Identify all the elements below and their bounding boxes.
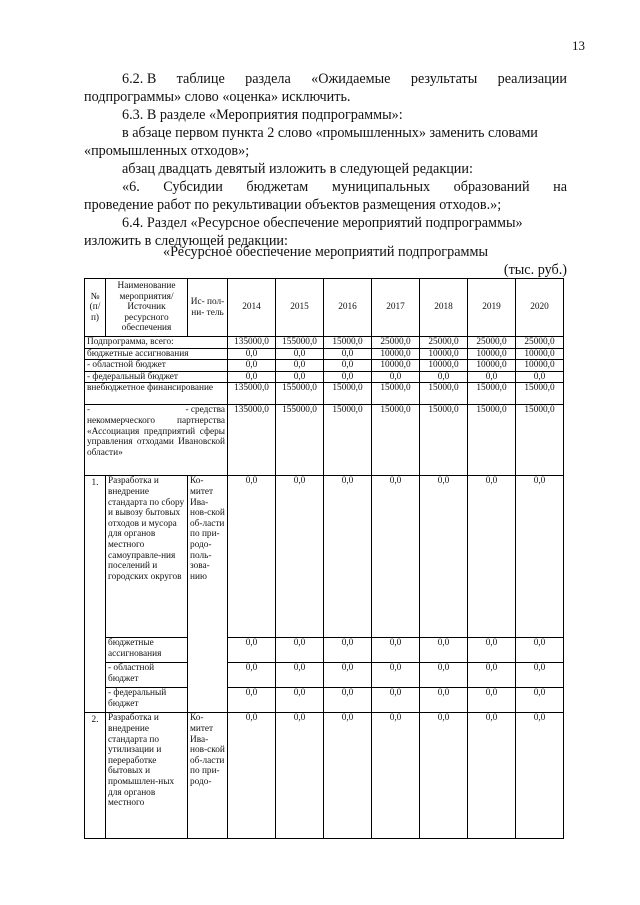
row-label: бюджетные ассигнования <box>106 638 188 663</box>
cell-value: 25000,0 <box>468 337 516 349</box>
cell-value: 15000,0 <box>468 405 516 476</box>
header-row <box>85 279 564 337</box>
header-year: 2016 <box>324 279 372 337</box>
table-row <box>85 383 564 405</box>
cell-value: 15000,0 <box>516 405 564 476</box>
cell-value: 10000,0 <box>516 360 564 372</box>
cell-value: 0,0 <box>420 663 468 688</box>
cell-value: 0,0 <box>516 663 564 688</box>
cell-value: 0,0 <box>324 371 372 383</box>
cell-value: 10000,0 <box>468 348 516 360</box>
cell-value: 0,0 <box>324 360 372 372</box>
cell-value: 0,0 <box>324 638 372 663</box>
resource-table <box>84 278 564 839</box>
cell-value: 0,0 <box>420 688 468 713</box>
row-label: Подпрограмма, всего: <box>85 337 228 349</box>
header-year: 2019 <box>468 279 516 337</box>
quoted-paragraph <box>84 178 567 214</box>
cell-value: 155000,0 <box>276 383 324 405</box>
cell-value: 15000,0 <box>372 405 420 476</box>
cell-value: 25000,0 <box>420 337 468 349</box>
p62-word: реализации <box>497 71 567 87</box>
row-label: внебюджетное финансирование <box>85 383 228 405</box>
table-row <box>85 371 564 383</box>
paragraph-6-3-b: абзац двадцать девятый изложить в следующей редакции: <box>122 161 473 177</box>
cell-value: 10000,0 <box>420 360 468 372</box>
cell-value: 0,0 <box>420 638 468 663</box>
cell-value: 15000,0 <box>324 383 372 405</box>
cell-value: 0,0 <box>276 713 324 839</box>
paragraph-6-3: 6.3. В разделе «Мероприятия подпрограммы»: <box>122 107 403 123</box>
cell-value: 0,0 <box>228 713 276 839</box>
cell-value: 10000,0 <box>372 360 420 372</box>
cell-value: 155000,0 <box>276 405 324 476</box>
paragraph-6-2 <box>84 70 567 106</box>
row-label: - областной бюджет <box>106 663 188 688</box>
cell-value: 0,0 <box>516 371 564 383</box>
row-label: бюджетные ассигнования <box>85 348 228 360</box>
p63a-line1: в абзаце первом пункта 2 слово «промышленных» заменить словами <box>122 125 538 141</box>
cell-value: 0,0 <box>228 360 276 372</box>
p62-word: таблице <box>176 71 225 87</box>
cell-value: 0,0 <box>372 688 420 713</box>
cell-value: 0,0 <box>468 371 516 383</box>
cell-value: 0,0 <box>372 663 420 688</box>
header-year: 2018 <box>420 279 468 337</box>
header-executor: Ис- пол- ни- тель <box>188 279 228 337</box>
cell-value: 0,0 <box>420 371 468 383</box>
cell-value: 135000,0 <box>228 383 276 405</box>
paragraph-6-3-a <box>84 124 567 160</box>
cell-value: 0,0 <box>276 371 324 383</box>
cell-value: 135000,0 <box>228 405 276 476</box>
table-row <box>85 337 564 349</box>
quote-word: муниципальных <box>331 179 431 195</box>
cell-value: 10000,0 <box>372 348 420 360</box>
cell-value: 10000,0 <box>516 348 564 360</box>
cell-value: 0,0 <box>228 688 276 713</box>
quote-word: бюджетам <box>246 179 309 195</box>
row-label: - федеральный бюджет <box>106 688 188 713</box>
cell-value: 0,0 <box>468 688 516 713</box>
cell-value: 25000,0 <box>516 337 564 349</box>
cell-value: 10000,0 <box>420 348 468 360</box>
table-row <box>85 663 564 688</box>
row-label: - областной бюджет <box>85 360 228 372</box>
table-units: (тыс. руб.) <box>503 262 567 278</box>
cell-value: 0,0 <box>276 360 324 372</box>
table-row <box>85 476 564 638</box>
p62-line2: подпрограммы» слово «оценка» исключить. <box>84 89 351 105</box>
item-name: Разработка и внедрение стандарта по сбору и вывозу бытовых отходов и мусора для органов местного самоуправле-ния поселений и городских округов <box>106 476 188 638</box>
cell-value: 0,0 <box>372 638 420 663</box>
page-number: 13 <box>572 38 585 53</box>
quote-word: на <box>553 179 567 195</box>
cell-value: 0,0 <box>276 663 324 688</box>
cell-value: 0,0 <box>516 476 564 638</box>
cell-value: 0,0 <box>516 638 564 663</box>
cell-value: 0,0 <box>420 476 468 638</box>
p64-line1: 6.4. Раздел «Ресурсное обеспечение мероприятий подпрограммы» <box>122 215 523 231</box>
cell-value: 0,0 <box>468 713 516 839</box>
cell-value: 0,0 <box>276 638 324 663</box>
cell-value: 15000,0 <box>468 383 516 405</box>
cell-value: 135000,0 <box>228 337 276 349</box>
item-name: Разработка и внедрение стандарта по утилизации и переработке бытовых и промышлен-ных для органов местного <box>106 713 188 839</box>
cell-value: 0,0 <box>324 663 372 688</box>
cell-value: 15000,0 <box>372 383 420 405</box>
cell-value: 0,0 <box>372 371 420 383</box>
cell-value: 0,0 <box>468 638 516 663</box>
row-label-first: - - средства <box>87 405 225 416</box>
table-row <box>85 713 564 839</box>
cell-value: 15000,0 <box>420 383 468 405</box>
cell-value: 0,0 <box>324 713 372 839</box>
item-executor: Ко-митет Ива-нов-ской об-ласти по при-родо-поль-зова-нию <box>188 476 228 713</box>
cell-value: 0,0 <box>228 638 276 663</box>
p62-word: результаты <box>410 71 478 87</box>
cell-value: 15000,0 <box>516 383 564 405</box>
header-name: Наименование мероприятия/ Источник ресурсного обеспечения <box>106 279 188 337</box>
header-year: 2014 <box>228 279 276 337</box>
table-title: «Ресурсное обеспечение мероприятий подпрограммы <box>163 244 488 260</box>
header-year: 2017 <box>372 279 420 337</box>
cell-value: 15000,0 <box>420 405 468 476</box>
quote-word: Субсидии <box>163 179 223 195</box>
cell-value: 0,0 <box>372 713 420 839</box>
table-row <box>85 688 564 713</box>
cell-value: 0,0 <box>468 476 516 638</box>
table-row <box>85 360 564 372</box>
cell-value: 0,0 <box>324 348 372 360</box>
cell-value: 15000,0 <box>324 405 372 476</box>
p64-line2: изложить в следующей редакции: <box>84 233 288 249</box>
quote-word: образований <box>453 179 530 195</box>
header-year: 2020 <box>516 279 564 337</box>
item-executor: Ко-митет Ива-нов-ской об-ласти по при-родо- <box>188 713 228 839</box>
item-number: 1. <box>85 476 106 713</box>
row-label <box>85 405 228 476</box>
p62-word: «Ожидаемые <box>311 71 391 87</box>
cell-value: 0,0 <box>228 663 276 688</box>
p62-lead: 6.2. В <box>122 71 157 87</box>
quote-word: «6. <box>122 179 140 195</box>
header-number: № (п/п) <box>85 279 106 337</box>
cell-value: 0,0 <box>276 476 324 638</box>
cell-value: 0,0 <box>516 688 564 713</box>
row-label: - федеральный бюджет <box>85 371 228 383</box>
cell-value: 0,0 <box>372 476 420 638</box>
cell-value: 25000,0 <box>372 337 420 349</box>
row-label-rest: некоммерческого партнерства «Ассоциация предприятий сферы управления отходами Ивановской области» <box>87 415 225 458</box>
cell-value: 155000,0 <box>276 337 324 349</box>
cell-value: 0,0 <box>420 713 468 839</box>
cell-value: 10000,0 <box>468 360 516 372</box>
p63a-line2: «промышленных отходов»; <box>84 143 250 159</box>
quote-line2: проведение работ по рекультивации объектов размещения отходов.»; <box>84 197 502 213</box>
cell-value: 0,0 <box>276 348 324 360</box>
cell-value: 0,0 <box>324 688 372 713</box>
cell-value: 0,0 <box>516 713 564 839</box>
cell-value: 0,0 <box>228 348 276 360</box>
cell-value: 0,0 <box>228 476 276 638</box>
cell-value: 0,0 <box>324 476 372 638</box>
table-row <box>85 638 564 663</box>
cell-value: 15000,0 <box>324 337 372 349</box>
item-number: 2. <box>85 713 106 839</box>
row-label-first-text: - средства <box>185 405 225 416</box>
cell-value: 0,0 <box>228 371 276 383</box>
cell-value: 0,0 <box>276 688 324 713</box>
table-row <box>85 348 564 360</box>
cell-value: 0,0 <box>468 663 516 688</box>
p62-word: раздела <box>245 71 291 87</box>
header-year: 2015 <box>276 279 324 337</box>
table-row <box>85 405 564 476</box>
